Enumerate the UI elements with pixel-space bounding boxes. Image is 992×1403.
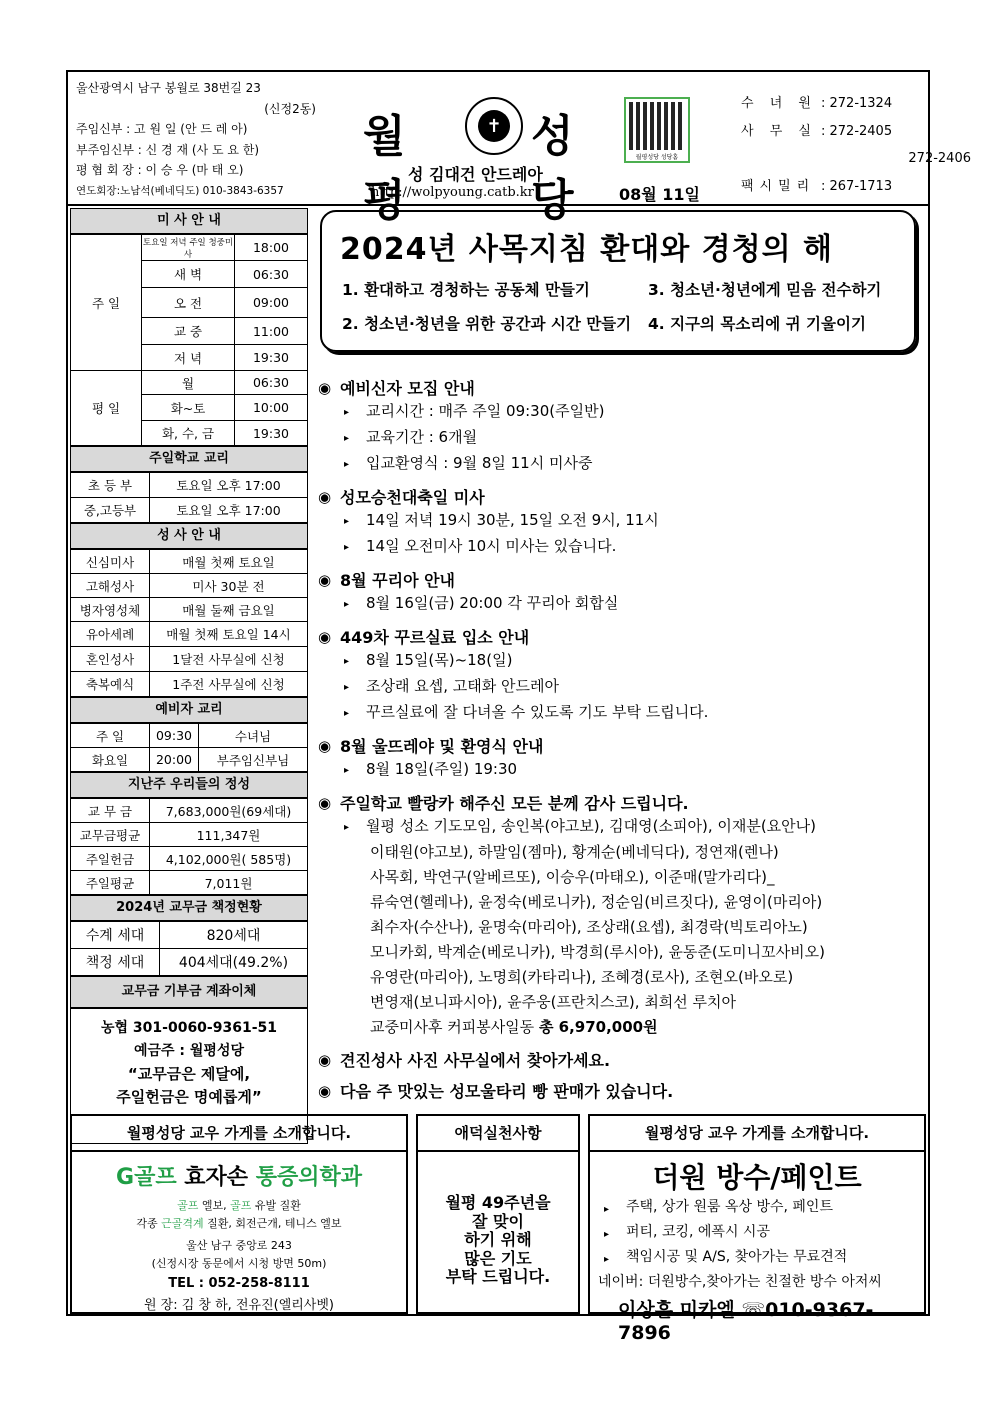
arrow-bullet-icon: ▸ <box>344 459 350 470</box>
target-bullet-icon: ◉ <box>318 793 332 812</box>
arrow-bullet-icon: ▸ <box>344 407 350 418</box>
donation-total: 총 6,970,000원 <box>538 1018 658 1036</box>
offering-title: 지난주 우리들의 정성 <box>70 772 308 798</box>
parish-info <box>76 78 356 201</box>
sunday-school-table: 초 등 부 토요일 오후 17:00 중,고등부 토요일 오후 17:00 <box>70 472 308 523</box>
notice-5: ◉ 8월 울뜨레야 및 환영식 안내 ▸ 8월 18일(주일) 19:30 <box>318 734 923 783</box>
guideline-3: 3. 청소년·청년에게 믿음 전수하기 <box>648 281 882 299</box>
target-bullet-icon: ◉ <box>318 487 332 506</box>
notices <box>318 368 923 1102</box>
clinic-desc-2: 각종 근골격계 질환, 회전근개, 테니스 엘보 <box>136 1217 342 1230</box>
parish-name-left: 월평 <box>363 111 408 226</box>
assistant-pastor-line: 부주임신부 : 신 경 재 (사 도 요 한) <box>76 142 260 157</box>
sunday-label: 주 일 <box>71 235 142 371</box>
catechumen-title: 예비자 교리 <box>70 697 308 723</box>
clinic-address-note: (신정시장 동문에서 시청 방면 50m) <box>151 1257 327 1270</box>
target-bullet-icon: ◉ <box>318 736 332 755</box>
thanks-notice: ◉ 주일학교 빨랑카 해주신 모든 분께 감사 드립니다. ▸ 월평 성소 기도모임, 송인복(야고보), 김대영(소피아), 이재분(요안나) 이태원(야고보), 하말임(젬마), 황계순(베네딕다), 정연재(렌나) 사목회, 박연구(알베르또), 이승우(마태오), 이준매(말가리다)_ 류숙연(헬레나), 윤정숙(베로니카), 정순임(비르짓다), 윤영이(마리아) 최수자(수산나), 윤명숙(마리아), 조상래(요셉), 최경락(빅토리아노) 모니카회, 박계순(베로니카), 박경희(루시아), 윤동준(도미니꼬사비오) 유영란(마리아), 노명희(카타리나), 조혜경(로사), 조현오(바오로) 변영재(보니파시아), 윤주웅(프란치스코), 최희선 루치아 교중미사후 커피봉사일동 총 6,970,000원 <box>318 791 923 1040</box>
notice-bread-sale: ◉ 다음 주 맛있는 성모울타리 빵 판매가 있습니다. <box>318 1081 674 1101</box>
notice-2: ◉ 성모승천대축일 미사 ▸ 14일 저녁 19시 30분, 15일 오전 9시, 11시 ▸ 14일 오전미사 10시 미사는 있습니다. <box>318 485 923 560</box>
target-bullet-icon: ◉ <box>318 570 332 589</box>
naver-search-hint: 네이버: 더원방수,찾아가는 친절한 방수 아저씨 <box>598 1274 882 1290</box>
arrow-bullet-icon: ▸ <box>344 433 350 444</box>
parish-name-right: 성당 <box>531 111 576 226</box>
charity-box <box>416 1114 580 1314</box>
guideline-1: 1. 환대하고 경청하는 공동체 만들기 <box>342 281 590 299</box>
arrow-bullet-icon: ▸ <box>344 542 350 553</box>
contact-row: 272-2406 <box>908 151 971 166</box>
target-bullet-icon: ◉ <box>318 1081 332 1100</box>
arrow-bullet-icon: ▸ <box>344 656 350 667</box>
guideline-4: 4. 지구의 목소리에 귀 기울이기 <box>648 315 866 333</box>
contact-row: 사 무 실 : 272-2405 <box>741 123 893 139</box>
clinic-doctor: 원 장: 김 창 하, 전유진(엘리사벳) <box>143 1298 334 1313</box>
notice-1: ◉ 예비신자 모집 안내 ▸ 교리시간 : 매주 주일 09:30(주일반) ▸ 교육기간 : 6개월 ▸ 입교환영식 : 9월 8일 11시 미사중 <box>318 376 923 477</box>
qr-caption: 월평성당 성당홈 <box>635 154 679 161</box>
clinic-name: G골프 효자손 통증의학과 <box>116 1165 362 1190</box>
account-number: 농협 301-0060-9361-51 <box>101 1020 277 1036</box>
weekday-label: 평 일 <box>71 371 142 446</box>
ad-clinic-header: 월평성당 교우 가게를 소개합니다. <box>72 1116 406 1152</box>
church-seal-icon: ✝ <box>465 97 523 155</box>
arrow-bullet-icon: ▸ <box>344 599 350 610</box>
banner-title: 2024년 사목지침 환대와 경청의 해 <box>340 232 834 267</box>
ad-clinic <box>70 1114 408 1314</box>
owner-contact[interactable]: 이상훈 미카엘 ☏010-9367-7896 <box>618 1299 874 1344</box>
arrow-bullet-icon: ▸ <box>344 822 350 833</box>
target-bullet-icon: ◉ <box>318 1050 332 1069</box>
arrow-bullet-icon: ▸ <box>344 765 350 776</box>
notice-4: ◉ 449차 꾸르실료 입소 안내 ▸ 8월 15일(목)~18(일) ▸ 조상래 요셉, 고태화 안드레아 ▸ 꾸르실료에 잘 다녀올 수 있도록 기도 부탁 드립니다. <box>318 625 923 726</box>
contact-row: 팩시밀리 : 267-1713 <box>741 178 893 194</box>
service-item: ▸ 퍼티, 코킹, 에폭시 시공 <box>604 1221 924 1246</box>
service-item: ▸ 책임시공 및 A/S, 찾아가는 무료견적 <box>604 1246 924 1271</box>
guideline-2: 2. 청소년·청년을 위한 공간과 시간 만들기 <box>342 315 632 333</box>
waterproofing-title: 더원 방수/페인트 <box>652 1161 862 1194</box>
dues-title: 2024년 교무금 책정현황 <box>70 895 308 921</box>
donor-names: 이태원(야고보), 하말임(젬마), 황계순(베네딕다), 정연재(렌나) 사목회, 박연구(알베르또), 이승우(마태오), 이준매(말가리다)_ 류숙연(헬레나), 윤정숙(베로니카), 정순임(비르짓다), 윤영이(마리아) 최수자(수산나), 윤명숙(마리아), 조상래(요셉), 최경락(빅토리아노) 모니카회, 박계순(베로니카), 박경희(루시아), 윤동준(도미니꼬사비오) 유영란(마리아), 노명희(카타리나), 조혜경(로사), 조현오(바오로) 변영재(보니파시아), 윤주웅(프란치스코), 최희선 루치아 교중미사후 커피봉사일동 총 6,970,000원 <box>370 843 825 1036</box>
clinic-phone[interactable]: TEL : 052-258-8111 <box>168 1276 310 1291</box>
council-head-line: 평 협 회 장 : 이 승 우 (마 태 오) <box>76 163 244 177</box>
sacraments-table: 신심미사 매월 첫째 토요일 고해성사 미사 30분 전 병자영성체 매월 둘째 금요일 유아세례 매월 첫째 토요일 14시 혼인성사 1달전 사무실에 신청 축복예식 1주전 사무실에 신청 <box>70 549 308 697</box>
mass-schedule-title: 미 사 안 내 <box>70 208 308 234</box>
account-slogan-2: 주일헌금은 명예롭게” <box>116 1088 262 1106</box>
notice-3: ◉ 8월 꾸리아 안내 ▸ 8월 16일(금) 20:00 각 꾸리아 회합실 <box>318 568 923 617</box>
account-holder: 예금주 : 월평성당 <box>133 1043 244 1059</box>
catechumen-table: 주 일 09:30 수녀님 화요일 20:00 부주임신부님 <box>70 723 308 772</box>
service-item: ▸ 주택, 상가 원룸 옥상 방수, 페인트 <box>604 1196 924 1221</box>
target-bullet-icon: ◉ <box>318 378 332 397</box>
arrow-bullet-icon: ▸ <box>344 516 350 527</box>
contact-row: 수 녀 원 : 272-1324 <box>741 96 893 111</box>
account-title: 교무금 기부금 계좌이체 <box>70 976 308 1008</box>
charity-message: 월평 49주년을 잘 맞이 하기 위해 많은 기도 부탁 드립니다. <box>445 1193 551 1286</box>
notice-confirmation-photos: ◉ 견진성사 사진 사무실에서 찾아가세요. <box>318 1050 611 1070</box>
qr-code-icon[interactable] <box>624 97 690 163</box>
ad-waterproofing-header: 월평성당 교우 가게를 소개합니다. <box>590 1116 924 1152</box>
address-line-1: 울산광역시 남구 봉월로 38번길 23 <box>76 81 261 95</box>
arrow-bullet-icon: ▸ <box>344 682 350 693</box>
charity-header: 애덕실천사항 <box>418 1116 578 1152</box>
offering-table: 교 무 금 7,683,000원(69세대) 교무금평균 111,347원 주일헌금 4,102,000원( 585명) 주일평균 7,011원 <box>70 798 308 895</box>
bulletin-page <box>66 70 971 1344</box>
sunday-school-title: 주일학교 교리 <box>70 446 308 472</box>
address-line-2: (신정2동) <box>264 101 316 116</box>
contact-list <box>741 90 971 200</box>
arrow-bullet-icon: ▸ <box>344 708 350 719</box>
target-bullet-icon: ◉ <box>318 627 332 646</box>
clinic-address: 울산 남구 중앙로 243 <box>186 1239 292 1252</box>
ed-head-line: 연도회장:노남석(베네딕도) 010-3843-6357 <box>76 184 284 197</box>
info-sidebar <box>70 208 308 1144</box>
account-slogan-1: “교무금은 제달에, <box>127 1065 251 1083</box>
arrow-bullet-icon: ▸ <box>604 1229 610 1240</box>
mass-schedule-table: 주 일 토요일 저녁 주일 청중미사 18:00 새 벽 06:30 오 전 09:00 교 중 11:00 저 녁 19:30 평 일 월 06:30 화~토 10:00 화, 수, 금 19:30 <box>70 234 308 446</box>
arrow-bullet-icon: ▸ <box>604 1254 610 1265</box>
pastor-line: 주임신부 : 고 원 일 (안 드 레 아) <box>76 122 248 136</box>
sacraments-title: 성 사 안 내 <box>70 523 308 549</box>
ad-waterproofing <box>588 1114 926 1344</box>
bulletin-date: 08월 11일 <box>619 185 701 204</box>
patron-saint: 성 김대건 안드레아 <box>408 165 543 184</box>
arrow-bullet-icon: ▸ <box>604 1204 610 1215</box>
clinic-desc-1: 골프 엘보, 골프 유발 질환 <box>177 1199 301 1212</box>
dues-table: 수계 세대 820세대 책정 세대 404세대(49.2%) <box>70 921 308 976</box>
website-url[interactable]: http://wolpyoung.catb.kr <box>371 185 534 200</box>
pastoral-guideline-banner <box>320 210 916 352</box>
